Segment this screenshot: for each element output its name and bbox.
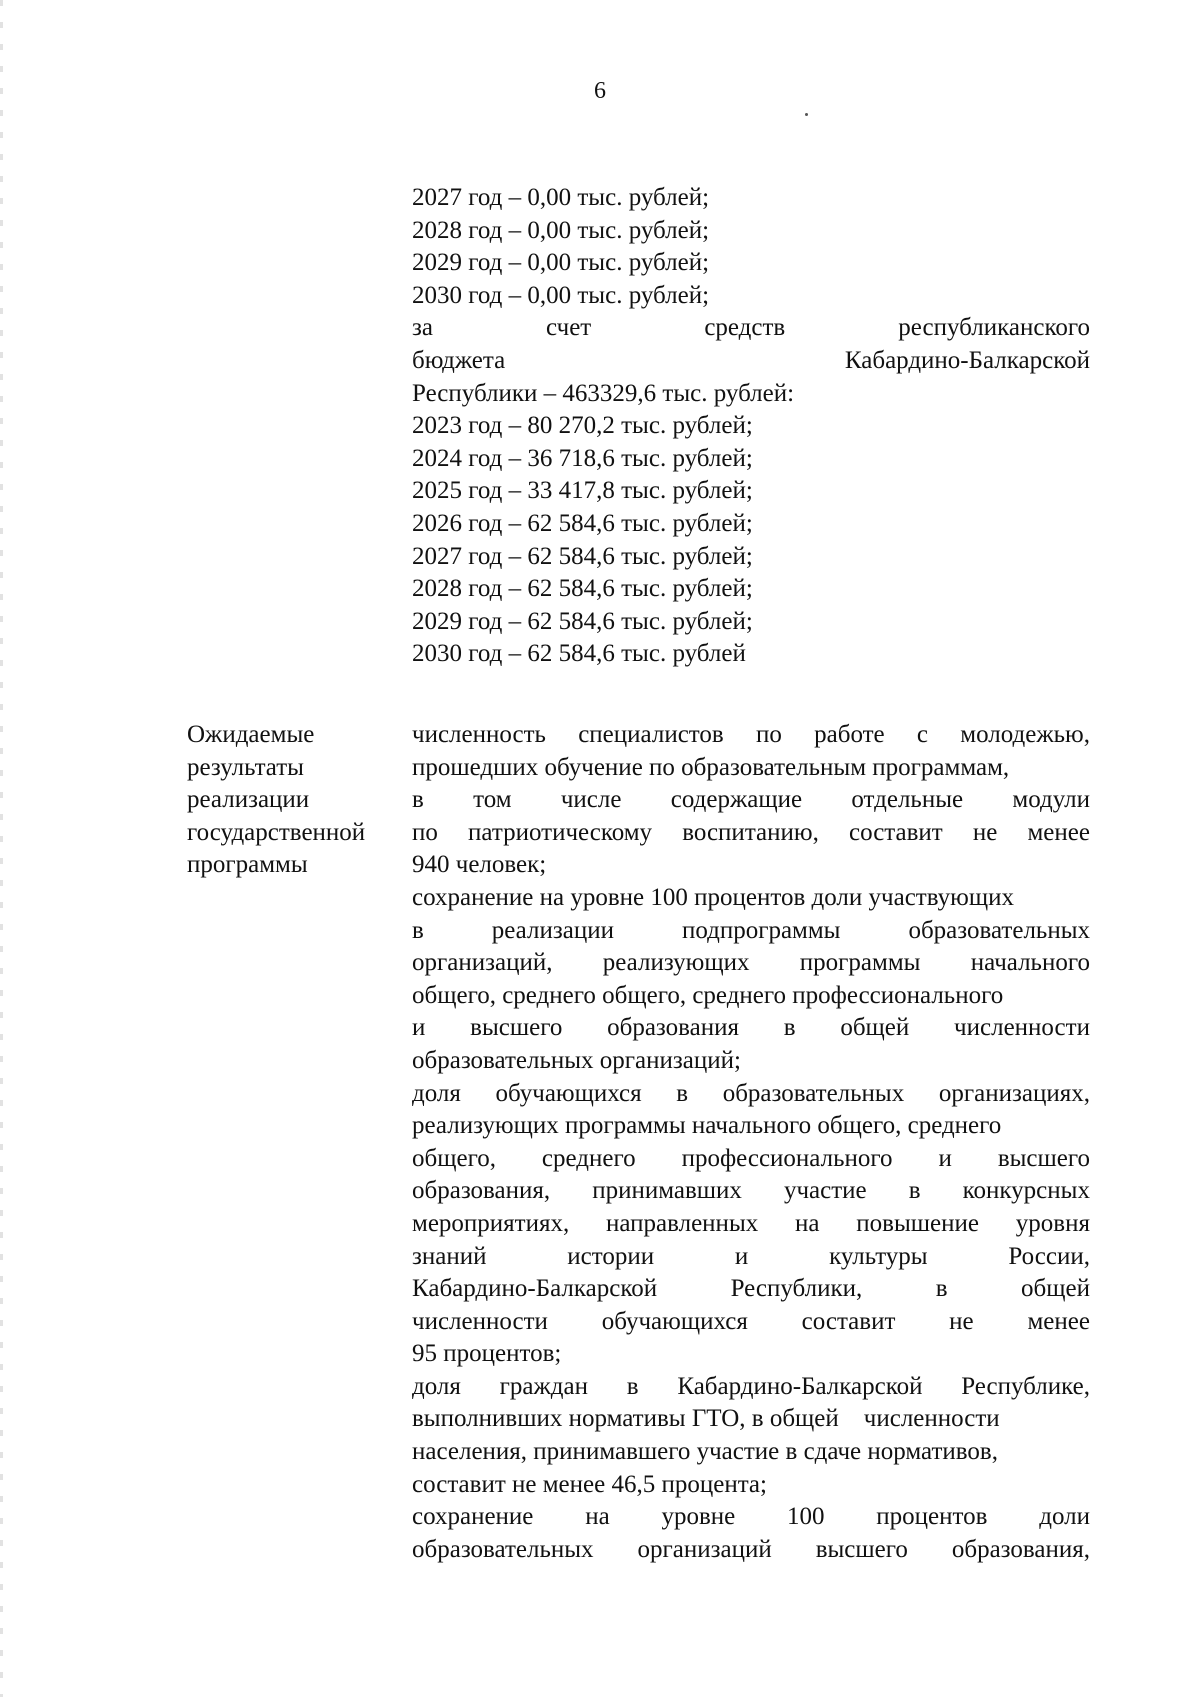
word: численность (412, 721, 546, 748)
word: уровне (661, 1503, 736, 1531)
word: общей (840, 1014, 910, 1042)
republic-year-line: 2027 год – 62 584,6 тыс. рублей; (412, 542, 753, 570)
word: не (972, 818, 998, 846)
word: реализующих (602, 949, 750, 977)
republic-years-list (412, 410, 1090, 671)
federal-year-line: 2029 год – 0,00 тыс. рублей; (412, 249, 710, 277)
word: специалистов (578, 721, 724, 748)
word: на (585, 1503, 610, 1531)
results-line: общего, среднего общего, среднего профессионального (412, 981, 1004, 1009)
word: высшего (470, 1014, 563, 1042)
word: направленных (606, 1209, 759, 1237)
results-line-justified (412, 1078, 1090, 1111)
federal-year-line: 2030 год – 0,00 тыс. рублей; (412, 281, 710, 309)
word: работе (814, 721, 885, 748)
word: образовательных (908, 916, 1090, 944)
word: в (783, 1014, 796, 1042)
word: по (755, 721, 782, 748)
word: 100 (787, 1503, 825, 1531)
word: среднего (541, 1144, 636, 1172)
word: организаций (637, 1535, 772, 1563)
word: средств (704, 314, 786, 342)
results-line-justified (412, 719, 1090, 752)
word: принимавших (592, 1177, 742, 1205)
word: доли (1039, 1503, 1090, 1531)
results-line: 95 процентов; (412, 1340, 562, 1368)
results-line: 940 человек; (412, 851, 547, 879)
word: образовательных (412, 1535, 594, 1563)
word: Кабардино-Балкарской (412, 1275, 658, 1303)
word: знаний (412, 1242, 487, 1270)
results-line-justified (412, 1012, 1090, 1045)
word: счет (546, 314, 592, 342)
republic-year-line: 2023 год – 80 270,2 тыс. рублей; (412, 412, 753, 440)
word: организаций, (412, 949, 553, 977)
word: сохранение (412, 1503, 534, 1531)
word: составит (848, 818, 943, 846)
republic-year-line: 2024 год – 36 718,6 тыс. рублей; (412, 444, 753, 472)
word: процентов (876, 1503, 988, 1531)
word: в (626, 1372, 639, 1400)
word: отдельные (851, 786, 964, 814)
results-label-line: реализации (187, 786, 310, 814)
word: менее (1027, 818, 1090, 846)
word: в (908, 1177, 921, 1205)
word: образования (607, 1014, 739, 1042)
republic-year-line: 2029 год – 62 584,6 тыс. рублей; (412, 607, 753, 635)
results-line-justified (412, 1175, 1090, 1208)
results-line-justified (412, 817, 1090, 850)
results-line: выполнивших нормативы ГТО, в общей численности (412, 1405, 1000, 1433)
results-label-line: программы (187, 851, 308, 879)
word: России, (1008, 1242, 1090, 1270)
republic-intro-line (412, 345, 1090, 378)
word: в (935, 1275, 948, 1303)
word: профессионального (681, 1144, 893, 1172)
results-line-justified (412, 947, 1090, 980)
scan-edge-artifact (0, 0, 3, 1697)
word: повышение (856, 1209, 979, 1237)
word: в (412, 916, 424, 944)
results-line: образовательных организаций; (412, 1046, 741, 1074)
word: начального (970, 949, 1090, 977)
results-line-justified (412, 784, 1090, 817)
word: общей (1021, 1275, 1090, 1303)
results-line: населения, принимавшего участие в сдаче нормативов, (412, 1438, 998, 1466)
results-line-justified (412, 915, 1090, 948)
federal-years-list (412, 182, 1090, 312)
word: граждан (499, 1372, 588, 1400)
word: культуры (829, 1242, 928, 1270)
results-line-justified (412, 1273, 1090, 1306)
word: и (412, 1014, 426, 1042)
word: подпрограммы (681, 916, 841, 944)
word: обучающихся (601, 1307, 748, 1335)
word: патриотическому (468, 818, 653, 846)
word: числе (560, 786, 622, 814)
results-line: прошедших обучение по образовательным программам, (412, 753, 1010, 781)
word: Кабардино-Балкарской (677, 1372, 923, 1400)
results-line: составит не менее 46,5 процента; (412, 1470, 767, 1498)
word: и (938, 1144, 952, 1172)
word: том (473, 786, 512, 814)
word: бюджета (412, 346, 506, 374)
republic-year-line: 2030 год – 62 584,6 тыс. рублей (412, 640, 746, 668)
word: в (676, 1079, 689, 1107)
republic-total: Республики – 463329,6 тыс. рублей: (412, 379, 795, 407)
word: Республики, (730, 1275, 863, 1303)
word: и (734, 1242, 749, 1270)
republic-year-line: 2025 год – 33 417,8 тыс. рублей; (412, 477, 753, 505)
word: Кабардино-Балкарской (844, 346, 1090, 374)
scan-speck (805, 113, 808, 116)
word: образования, (951, 1535, 1090, 1563)
word: на (795, 1209, 820, 1237)
word: модули (1012, 786, 1090, 814)
word: в (412, 786, 424, 814)
word: высшего (997, 1144, 1090, 1172)
word: общего, (412, 1144, 496, 1172)
word: истории (567, 1242, 655, 1270)
word: численности (954, 1014, 1090, 1042)
federal-year-line: 2028 год – 0,00 тыс. рублей; (412, 216, 710, 244)
word: конкурсных (962, 1177, 1090, 1205)
word: молодежью, (960, 721, 1090, 748)
results-line-justified (412, 1371, 1090, 1404)
republic-intro-line (412, 312, 1090, 345)
word: менее (1027, 1307, 1090, 1335)
federal-year-line: 2027 год – 0,00 тыс. рублей; (412, 184, 710, 211)
results-label-line: Ожидаемые (187, 721, 315, 748)
results-line-justified (412, 1534, 1090, 1567)
republic-year-line: 2026 год – 62 584,6 тыс. рублей; (412, 509, 753, 537)
funding-block (412, 182, 1090, 671)
word: за (412, 314, 433, 342)
results-line-justified (412, 1306, 1090, 1339)
results-label (187, 719, 407, 882)
word: обучающихся (495, 1079, 642, 1107)
word: содержащие (670, 786, 803, 814)
word: уровня (1015, 1209, 1090, 1237)
word: численности (412, 1307, 548, 1335)
word: участие (783, 1177, 867, 1205)
word: не (949, 1307, 974, 1335)
word: реализации (491, 916, 614, 944)
word: по (412, 818, 438, 846)
word: мероприятиях, (412, 1209, 570, 1237)
republic-year-line: 2028 год – 62 584,6 тыс. рублей; (412, 575, 753, 603)
word: доля (412, 1372, 461, 1400)
results-line: сохранение на уровне 100 процентов доли участвующих (412, 883, 1014, 911)
word: высшего (815, 1535, 908, 1563)
results-line-justified (412, 1143, 1090, 1176)
results-line-justified (412, 1208, 1090, 1241)
results-line-justified (412, 1501, 1090, 1534)
word: составит (801, 1307, 896, 1335)
word: доля (412, 1079, 461, 1107)
results-label-line: результаты (187, 753, 304, 781)
results-label-line: государственной (187, 818, 366, 846)
word: республиканского (898, 314, 1090, 342)
word: образовательных (722, 1079, 905, 1107)
results-line-justified (412, 1241, 1090, 1274)
word: Республике, (961, 1372, 1090, 1400)
word: программы (799, 949, 921, 977)
results-text (412, 719, 1090, 1566)
word: организациях, (938, 1079, 1090, 1107)
word: воспитанию, (682, 818, 819, 846)
results-line: реализующих программы начального общего, среднего (412, 1112, 1002, 1140)
word: с (916, 721, 929, 748)
page-number: 6 (594, 78, 606, 104)
word: образования, (412, 1177, 551, 1205)
